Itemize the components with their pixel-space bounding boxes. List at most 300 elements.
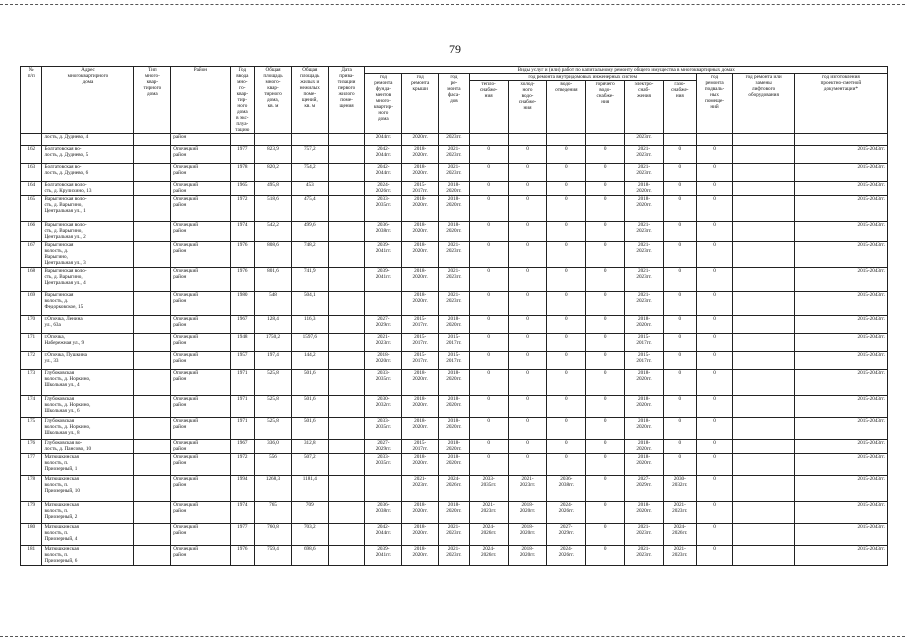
table-row <box>21 440 888 454</box>
cell-hot-water: 0 <box>586 370 625 396</box>
cell-facade: 2021- 2023гг. <box>439 268 470 292</box>
cell-number: 173 <box>21 370 42 396</box>
cell-total-area: 1268,3 <box>255 476 292 502</box>
cell-hot-water: 0 <box>586 268 625 292</box>
cell <box>230 134 255 146</box>
cell-living-area: 703,2 <box>291 524 328 546</box>
cell-basement: 0 <box>696 222 733 242</box>
cell-drainage: 0 <box>547 268 586 292</box>
cell-cold-water: 0 <box>508 292 547 316</box>
cell-roof: 2018- 2020гг. <box>402 164 439 182</box>
col-living-area: Общая площадь жилых и нежилых поме- щений, кв. м <box>291 67 328 134</box>
cell-heat: 0 <box>469 440 508 454</box>
cell-facade: 2021- 2023гг. <box>439 164 470 182</box>
cell-privatization <box>328 418 365 440</box>
cell-year-built: 1967 <box>230 440 255 454</box>
cell-living-area: 475,4 <box>291 196 328 222</box>
cell-cold-water: 0 <box>508 316 547 334</box>
cell-living-area: 741,9 <box>291 268 328 292</box>
cell-number: 172 <box>21 352 42 370</box>
cell-fundament: 2042- 2044гг. <box>365 524 402 546</box>
col-total-area: Общая площадь много- квар- тирного дома, кв. м <box>255 67 292 134</box>
cell-cold-water: 0 <box>508 440 547 454</box>
cell-electric: 2018- 2020гг. <box>625 370 664 396</box>
cell <box>255 134 292 146</box>
cell-facade: 2024- 2026гг. <box>439 476 470 502</box>
bottom-scan-edge <box>0 636 905 637</box>
cell-electric: 2015- 2017гг. <box>625 352 664 370</box>
cell-hot-water: 0 <box>586 222 625 242</box>
cell-drainage: 0 <box>547 242 586 268</box>
cell-year-built: 1974 <box>230 222 255 242</box>
cell-number: 174 <box>21 396 42 418</box>
cell-number: 163 <box>21 164 42 182</box>
cell-roof: 2015- 2017гг. <box>402 182 439 196</box>
cell <box>291 134 328 146</box>
cell-number: 175 <box>21 418 42 440</box>
cell-elevator <box>733 370 794 396</box>
cell-year-built: 1994 <box>230 476 255 502</box>
cell-privatization <box>328 292 365 316</box>
table-body <box>21 134 888 566</box>
cell-total-area: 823,9 <box>255 146 292 164</box>
cell-roof: 2018- 2020гг. <box>402 196 439 222</box>
cell-privatization <box>328 370 365 396</box>
cell-district: Опочецкий район <box>171 182 230 196</box>
cell-address: Болгатовская во- лость, д. Дуднево, 6 <box>42 164 134 182</box>
col-number: № п/п <box>21 67 42 134</box>
cell-type <box>134 476 171 502</box>
cell-living-area: 1181,4 <box>291 476 328 502</box>
cell-privatization <box>328 352 365 370</box>
cell-privatization <box>328 222 365 242</box>
cell-heat: 2024- 2026гг. <box>469 524 508 546</box>
table-row <box>21 454 888 476</box>
cell-basement: 0 <box>696 196 733 222</box>
cell-type <box>134 396 171 418</box>
cell-district: Опочецкий район <box>171 352 230 370</box>
cell-facade: 2018- 2020гг. <box>439 316 470 334</box>
cell-gas: 0 <box>663 242 696 268</box>
col-design-docs: год изготовления проектно-сметной документации* <box>794 74 887 134</box>
cell-privatization <box>328 546 365 566</box>
table-row <box>21 292 888 316</box>
cell-district: Опочецкий район <box>171 546 230 566</box>
cell-number: 170 <box>21 316 42 334</box>
cell <box>21 134 42 146</box>
cell-address: Матюшкинская волость, п. Приозерный, 4 <box>42 524 134 546</box>
table-row <box>21 396 888 418</box>
cell-fundament: 2018- 2020гг. <box>365 352 402 370</box>
cell-electric: 2018- 2020гг. <box>625 454 664 476</box>
cell-district: Опочецкий район <box>171 396 230 418</box>
cell-design-docs: 2015-2043гг. <box>794 146 887 164</box>
cell-district: Опочецкий район <box>171 292 230 316</box>
cell-gas: 2021- 2023гг. <box>663 546 696 566</box>
cell-living-area: 748,2 <box>291 242 328 268</box>
cell-year-built: 1967 <box>230 316 255 334</box>
cell-hot-water: 0 <box>586 292 625 316</box>
cell-hot-water: 0 <box>586 196 625 222</box>
cell-gas: 0 <box>663 196 696 222</box>
table-row <box>21 196 888 222</box>
cell-hot-water: 0 <box>586 316 625 334</box>
col-fundament: год ремонта фунда- ментов много- квартир- ного дома <box>365 74 402 134</box>
table-header <box>21 67 888 134</box>
cell-electric: 2021- 2023гг. <box>625 524 664 546</box>
cell-privatization <box>328 242 365 268</box>
cell-address: Болгатовская воло- сть, д. Крулихино, 13 <box>42 182 134 196</box>
cell-district: Опочецкий район <box>171 242 230 268</box>
cell-privatization <box>328 334 365 352</box>
cell-drainage: 0 <box>547 454 586 476</box>
cell-privatization <box>328 196 365 222</box>
cell-address: Варыгинская воло- сть, д. Варыгино, Центральная ул., 1 <box>42 196 134 222</box>
cell-fundament: 2039- 2041гг. <box>365 268 402 292</box>
cell-elevator <box>733 242 794 268</box>
cell-privatization <box>328 502 365 524</box>
cell-design-docs: 2015-2043гг. <box>794 396 887 418</box>
cell-heat: 0 <box>469 454 508 476</box>
cell-elevator <box>733 396 794 418</box>
cell-design-docs: 2015-2043гг. <box>794 182 887 196</box>
cell-roof: 2018- 2020гг. <box>402 454 439 476</box>
cell-basement: 0 <box>696 546 733 566</box>
cell-basement: 0 <box>696 292 733 316</box>
cell-fundament: 2021- 2023гг. <box>365 334 402 352</box>
cell-fundament: 2042- 2044гг. <box>365 146 402 164</box>
cell-facade: 2018- 2020гг. <box>439 418 470 440</box>
cell-cold-water: 0 <box>508 352 547 370</box>
col-cold-water: холод- ного водо- снабже- ния <box>508 81 547 134</box>
cell-living-area: 754,2 <box>291 164 328 182</box>
cell-roof: 2015- 2017гг. <box>402 440 439 454</box>
cell-design-docs: 2015-2043гг. <box>794 370 887 396</box>
cell-heat: 2021- 2023гг. <box>469 502 508 524</box>
cell-roof: 2018- 2020гг. <box>402 396 439 418</box>
cell-year-built: 1977 <box>230 146 255 164</box>
cell <box>696 134 733 146</box>
cell-privatization <box>328 182 365 196</box>
cell-facade: 2021- 2023гг. <box>439 242 470 268</box>
cell-living-area: 1597,6 <box>291 334 328 352</box>
cell-elevator <box>733 454 794 476</box>
cell-hot-water: 0 <box>586 396 625 418</box>
cell-cold-water: 0 <box>508 164 547 182</box>
cell-address: Матюшкинская волость, п. Приозерный, 6 <box>42 546 134 566</box>
cell-privatization <box>328 524 365 546</box>
cell-facade: 2018- 2020гг. <box>439 396 470 418</box>
cell-basement: 0 <box>696 440 733 454</box>
cell-year-built: 1976 <box>230 546 255 566</box>
table-row <box>21 242 888 268</box>
cell-total-area: 525,8 <box>255 396 292 418</box>
cell-address: Варыгинская волость, д. Варыгино, Центральная ул., 3 <box>42 242 134 268</box>
table-row <box>21 546 888 566</box>
cell-basement: 0 <box>696 182 733 196</box>
col-electric: электро- снаб- жения <box>625 81 664 134</box>
cell-cold-water: 0 <box>508 370 547 396</box>
cell-year-built: 1957 <box>230 352 255 370</box>
cell-electric: 2018- 2020гг. <box>625 396 664 418</box>
cell-electric: 2021- 2023гг. <box>625 242 664 268</box>
cell-drainage: 0 <box>547 370 586 396</box>
col-facade: год ре- монта фаса- дов <box>439 74 470 134</box>
cell-basement: 0 <box>696 502 733 524</box>
cell-cold-water: 0 <box>508 334 547 352</box>
cell-total-area: 808,6 <box>255 242 292 268</box>
col-elevator: год ремонта или замены лифтового оборудования <box>733 74 794 134</box>
cell-district: Опочецкий район <box>171 440 230 454</box>
cell-roof: 2018- 2020гг. <box>402 292 439 316</box>
cell-type <box>134 524 171 546</box>
cell-privatization <box>328 440 365 454</box>
cell-type <box>134 146 171 164</box>
cell-roof: 2021- 2023гг. <box>402 476 439 502</box>
cell-elevator <box>733 440 794 454</box>
cell-address: г.Опочка, Ленина ул., 63а <box>42 316 134 334</box>
cell-design-docs: 2015-2043гг. <box>794 164 887 182</box>
cell-electric: 2015- 2017гг. <box>625 334 664 352</box>
cell-total-area: 760,8 <box>255 524 292 546</box>
cell-address: Матюшкинская волость, п. Приозерный, 2 <box>42 502 134 524</box>
cell-year-built: 1971 <box>230 396 255 418</box>
cell-elevator <box>733 182 794 196</box>
cell-living-area: 501,6 <box>291 396 328 418</box>
table-row <box>21 502 888 524</box>
cell-design-docs: 2015-2043гг. <box>794 524 887 546</box>
cell-facade: 2021- 2023гг. <box>439 146 470 164</box>
table-row <box>21 370 888 396</box>
cell-gas: 0 <box>663 396 696 418</box>
cell-roof: 2018- 2020гг. <box>402 222 439 242</box>
cell-cold-water: 0 <box>508 146 547 164</box>
cell-facade: 2018- 2020гг. <box>439 440 470 454</box>
cell-address: Матюшкинская волость, п. Приозерный, 1 <box>42 454 134 476</box>
cell-heat: 0 <box>469 334 508 352</box>
cell-number: 165 <box>21 196 42 222</box>
cell-roof: 2018- 2020гг. <box>402 242 439 268</box>
cell-type <box>134 164 171 182</box>
cell-address: лость, д. Дуднево, 4 <box>42 134 134 146</box>
cell-year-built: 1976 <box>230 268 255 292</box>
cell-privatization <box>328 316 365 334</box>
cell-year-built: 1971 <box>230 370 255 396</box>
cell-cold-water: 0 <box>508 182 547 196</box>
cell-fundament: 2033- 2035гг. <box>365 418 402 440</box>
cell-district: Опочецкий район <box>171 418 230 440</box>
cell-cold-water: 0 <box>508 222 547 242</box>
cell-drainage: 0 <box>547 164 586 182</box>
cell-electric: 2021- 2023гг. <box>625 146 664 164</box>
cell-roof: 2020гг. <box>402 134 439 146</box>
cell-gas: 0 <box>663 370 696 396</box>
cell-drainage: 0 <box>547 196 586 222</box>
cell-heat: 0 <box>469 352 508 370</box>
cell-elevator <box>733 502 794 524</box>
cell-electric: 2021- 2023гг. <box>625 268 664 292</box>
cell-address: Глубоковская волость, д. Норкино, Школьная ул., 4 <box>42 370 134 396</box>
cell-total-area: 525,8 <box>255 370 292 396</box>
cell-living-area: 504,1 <box>291 292 328 316</box>
cell-roof: 2018- 2020гг. <box>402 268 439 292</box>
cell-living-area: 116,3 <box>291 316 328 334</box>
cell-number: 166 <box>21 222 42 242</box>
cell-number: 171 <box>21 334 42 352</box>
cell-roof: 2015- 2017гг. <box>402 316 439 334</box>
cell-gas: 0 <box>663 222 696 242</box>
cell-fundament: 2039- 2041гг. <box>365 242 402 268</box>
cell-design-docs: 2015-2043гг. <box>794 222 887 242</box>
cell-number: 181 <box>21 546 42 566</box>
cell-district: Опочецкий район <box>171 370 230 396</box>
page-number: 79 <box>449 42 461 56</box>
col-year-built: Год ввода мно- го- квар- тир- ного дома в экс- плуа- тацию <box>230 67 255 134</box>
col-drainage: водо- отведения <box>547 81 586 134</box>
cell-heat: 0 <box>469 316 508 334</box>
table-row <box>21 418 888 440</box>
cell-privatization <box>328 268 365 292</box>
cell-facade: 2021- 2023гг. <box>439 524 470 546</box>
cell-privatization <box>328 146 365 164</box>
cell-district: район <box>171 134 230 146</box>
cell-hot-water: 0 <box>586 524 625 546</box>
cell-cold-water: 0 <box>508 242 547 268</box>
cell-drainage: 0 <box>547 222 586 242</box>
cell-gas: 0 <box>663 182 696 196</box>
cell-district: Опочецкий район <box>171 268 230 292</box>
cell-district: Опочецкий район <box>171 476 230 502</box>
cell-roof: 2015- 2017гг. <box>402 352 439 370</box>
cell-hot-water: 0 <box>586 546 625 566</box>
cell-elevator <box>733 334 794 352</box>
cell-total-area: 801,6 <box>255 268 292 292</box>
cell-basement: 0 <box>696 524 733 546</box>
cell-year-built: 1974 <box>230 502 255 524</box>
cell-fundament: 2033- 2035гг. <box>365 196 402 222</box>
top-scan-edge <box>0 4 905 5</box>
continuation-row <box>21 134 888 146</box>
table-row <box>21 476 888 502</box>
cell-electric: 2018- 2020гг. <box>625 418 664 440</box>
cell-hot-water: 0 <box>586 352 625 370</box>
col-privatization: Дата прива- тизации первого жилого поме- щения <box>328 67 365 134</box>
cell-number: 167 <box>21 242 42 268</box>
cell-gas: 0 <box>663 440 696 454</box>
cell-living-area: 453 <box>291 182 328 196</box>
cell <box>586 134 625 146</box>
cell-fundament: 2039- 2041гг. <box>365 546 402 566</box>
cell-year-built: 1977 <box>230 524 255 546</box>
cell-gas: 0 <box>663 454 696 476</box>
cell-living-area: 312,8 <box>291 440 328 454</box>
cell-facade: 2015- 2017гг. <box>439 352 470 370</box>
cell-electric: 2018- 2020гг. <box>625 440 664 454</box>
cell-heat: 2033- 2035гг. <box>469 476 508 502</box>
cell-total-area: 336,0 <box>255 440 292 454</box>
cell-district: Опочецкий район <box>171 524 230 546</box>
cell-roof: 2015- 2017гг. <box>402 334 439 352</box>
cell-address: Варыгинская воло- сть, д. Варыгино, Центральная ул., 2 <box>42 222 134 242</box>
cell-year-built: 1978 <box>230 164 255 182</box>
cell-total-area: 556 <box>255 454 292 476</box>
cell-heat: 0 <box>469 396 508 418</box>
cell-privatization <box>328 396 365 418</box>
cell-drainage: 0 <box>547 396 586 418</box>
cell-elevator <box>733 164 794 182</box>
cell-facade: 2021- 2023гг. <box>439 292 470 316</box>
cell-basement: 0 <box>696 352 733 370</box>
cell-electric: 2023гг. <box>625 134 664 146</box>
cell-address: Глубоковская во- лость, д. Пансово, 10 <box>42 440 134 454</box>
cell-address: Болгатовская во- лость, д. Дуднево, 5 <box>42 146 134 164</box>
cell-electric: 2018- 2020гг. <box>625 196 664 222</box>
col-heat: тепло- снабже- ния <box>469 81 508 134</box>
cell-type <box>134 454 171 476</box>
cell-design-docs: 2015-2043гг. <box>794 196 887 222</box>
cell-design-docs: 2015-2043гг. <box>794 546 887 566</box>
cell-year-built: 1948 <box>230 334 255 352</box>
cell-elevator <box>733 524 794 546</box>
cell-design-docs: 2015-2043гг. <box>794 502 887 524</box>
cell-fundament: 2044гг. <box>365 134 402 146</box>
capital-repair-table <box>20 66 888 566</box>
cell-district: Опочецкий район <box>171 502 230 524</box>
cell-fundament: 2042- 2044гг. <box>365 164 402 182</box>
cell-total-area: 128,4 <box>255 316 292 334</box>
cell-basement: 0 <box>696 268 733 292</box>
cell-hot-water: 0 <box>586 440 625 454</box>
cell-district: Опочецкий район <box>171 146 230 164</box>
cell-electric: 2018- 2020гг. <box>625 316 664 334</box>
cell-electric: 2021- 2023гг. <box>625 292 664 316</box>
cell-design-docs: 2015-2043гг. <box>794 242 887 268</box>
cell-living-area: 501,6 <box>291 370 328 396</box>
cell-total-area: 759,4 <box>255 546 292 566</box>
cell-basement: 0 <box>696 164 733 182</box>
cell-roof: 2018- 2020гг. <box>402 546 439 566</box>
cell-type <box>134 546 171 566</box>
cell-total-area: 820,2 <box>255 164 292 182</box>
cell-district: Опочецкий район <box>171 196 230 222</box>
cell-fundament: 2036- 2038гг. <box>365 502 402 524</box>
cell-electric: 2021- 2023гг. <box>625 164 664 182</box>
cell-basement: 0 <box>696 454 733 476</box>
cell-drainage: 2027- 2029гг. <box>547 524 586 546</box>
cell-basement: 0 <box>696 146 733 164</box>
cell-cold-water: 2021- 2023гг. <box>508 476 547 502</box>
cell-hot-water: 0 <box>586 182 625 196</box>
cell-basement: 0 <box>696 334 733 352</box>
cell-district: Опочецкий район <box>171 454 230 476</box>
cell-year-built: 1971 <box>230 418 255 440</box>
cell-roof: 2018- 2020гг. <box>402 146 439 164</box>
cell-design-docs: 2015-2043гг. <box>794 440 887 454</box>
cell-elevator <box>733 476 794 502</box>
cell-district: Опочецкий район <box>171 222 230 242</box>
engineering-group-header: год ремонта внутридомовых инженерных систем <box>469 74 696 81</box>
cell-privatization <box>328 164 365 182</box>
cell-district: Опочецкий район <box>171 334 230 352</box>
cell-basement: 0 <box>696 316 733 334</box>
cell-elevator <box>733 222 794 242</box>
cell-roof: 2018- 2020гг. <box>402 502 439 524</box>
cell-facade: 2015- 2017гг. <box>439 334 470 352</box>
cell-number: 164 <box>21 182 42 196</box>
cell-gas: 0 <box>663 352 696 370</box>
cell-hot-water: 0 <box>586 476 625 502</box>
cell-design-docs: 2015-2043гг. <box>794 292 887 316</box>
